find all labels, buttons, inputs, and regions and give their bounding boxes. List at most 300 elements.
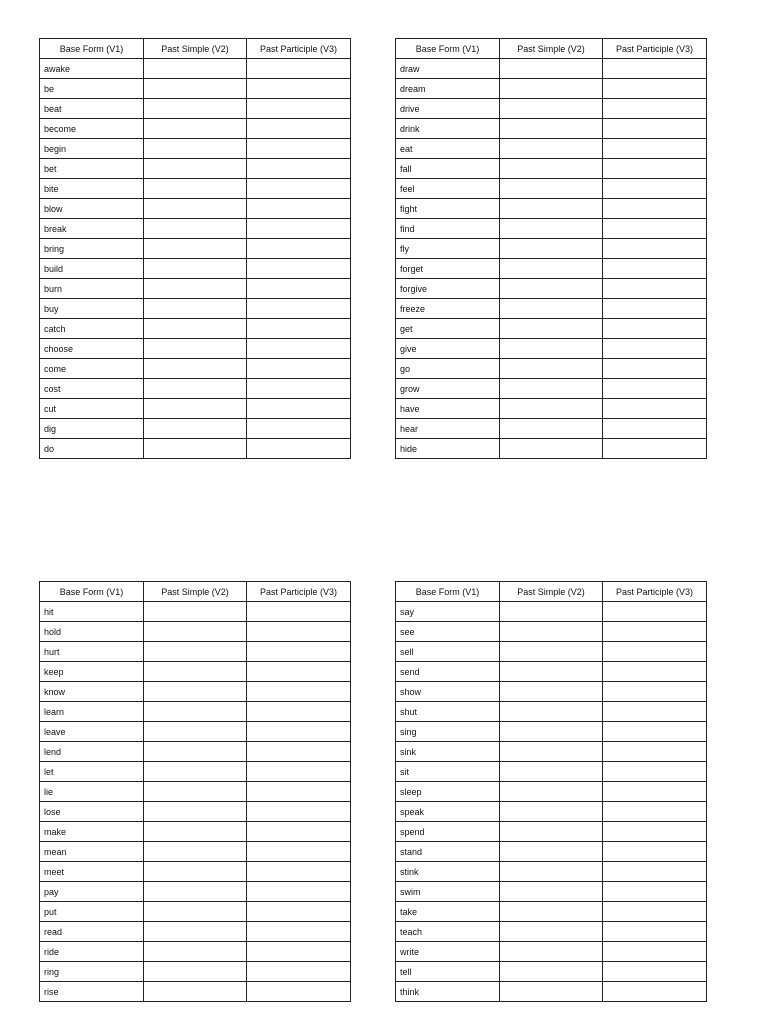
table-row: [396, 379, 707, 399]
past-participle-cell: [247, 239, 351, 259]
base-form-cell: feel: [396, 179, 500, 199]
past-simple-cell: [144, 79, 247, 99]
past-participle-cell: [247, 399, 351, 419]
table-row: [396, 259, 707, 279]
base-form-cell: sit: [396, 762, 500, 782]
past-simple-cell: [144, 862, 247, 882]
base-form-cell: eat: [396, 139, 500, 159]
past-participle-cell: [603, 279, 707, 299]
past-participle-cell: [603, 379, 707, 399]
table-row: [40, 319, 351, 339]
past-simple-cell: [500, 379, 603, 399]
past-participle-cell: [603, 742, 707, 762]
past-simple-cell: [144, 419, 247, 439]
base-form-cell: speak: [396, 802, 500, 822]
base-form-cell: know: [40, 682, 144, 702]
table-row: [40, 79, 351, 99]
base-form-cell: sing: [396, 722, 500, 742]
table-row: [396, 602, 707, 622]
table-row: [396, 439, 707, 459]
base-form-cell: read: [40, 922, 144, 942]
past-simple-cell: [144, 602, 247, 622]
past-participle-cell: [603, 199, 707, 219]
base-form-cell: go: [396, 359, 500, 379]
past-participle-cell: [603, 399, 707, 419]
base-form-cell: say: [396, 602, 500, 622]
base-form-cell: dream: [396, 79, 500, 99]
past-participle-cell: [247, 962, 351, 982]
table-row: [40, 602, 351, 622]
table-row: [396, 922, 707, 942]
past-simple-cell: [500, 339, 603, 359]
past-simple-cell: [500, 742, 603, 762]
base-form-cell: do: [40, 439, 144, 459]
table-row: [396, 622, 707, 642]
table-header-row: [396, 582, 707, 602]
past-participle-cell: [603, 922, 707, 942]
base-form-cell: grow: [396, 379, 500, 399]
past-simple-cell: [500, 319, 603, 339]
table-row: [40, 882, 351, 902]
past-simple-cell: [144, 319, 247, 339]
base-form-cell: let: [40, 762, 144, 782]
table-row: [40, 239, 351, 259]
past-participle-cell: [247, 682, 351, 702]
table-row: [396, 59, 707, 79]
table-row: [40, 682, 351, 702]
table-row: [40, 399, 351, 419]
table-row: [396, 339, 707, 359]
past-participle-cell: [247, 199, 351, 219]
base-form-cell: hold: [40, 622, 144, 642]
past-simple-cell: [144, 682, 247, 702]
base-form-cell: rise: [40, 982, 144, 1002]
past-simple-cell: [500, 882, 603, 902]
past-simple-cell: [500, 99, 603, 119]
past-participle-cell: [247, 119, 351, 139]
past-simple-cell: [500, 602, 603, 622]
table-row: [396, 822, 707, 842]
base-form-cell: cut: [40, 399, 144, 419]
base-form-cell: build: [40, 259, 144, 279]
past-simple-cell: [500, 79, 603, 99]
table-row: [396, 79, 707, 99]
past-participle-cell: [247, 602, 351, 622]
past-simple-cell: [500, 662, 603, 682]
base-form-cell: dig: [40, 419, 144, 439]
base-form-cell: get: [396, 319, 500, 339]
base-form-cell: hide: [396, 439, 500, 459]
base-form-cell: choose: [40, 339, 144, 359]
base-form-cell: sleep: [396, 782, 500, 802]
past-simple-cell: [144, 622, 247, 642]
past-participle-cell: [603, 299, 707, 319]
past-participle-cell: [247, 942, 351, 962]
past-simple-cell: [500, 822, 603, 842]
table-row: [396, 842, 707, 862]
table-row: [40, 419, 351, 439]
base-form-cell: beat: [40, 99, 144, 119]
past-simple-cell: [500, 782, 603, 802]
base-form-cell: lose: [40, 802, 144, 822]
table-row: [40, 299, 351, 319]
past-simple-cell: [144, 782, 247, 802]
base-form-cell: write: [396, 942, 500, 962]
past-participle-cell: [247, 902, 351, 922]
table-row: [396, 159, 707, 179]
past-simple-cell: [144, 399, 247, 419]
past-participle-cell: [247, 842, 351, 862]
past-simple-cell: [500, 842, 603, 862]
table-row: [396, 742, 707, 762]
past-participle-cell: [603, 239, 707, 259]
past-participle-cell: [247, 179, 351, 199]
past-simple-cell: [144, 379, 247, 399]
past-participle-cell: [603, 962, 707, 982]
base-form-cell: draw: [396, 59, 500, 79]
base-form-cell: hurt: [40, 642, 144, 662]
table-row: [396, 419, 707, 439]
past-participle-cell: [247, 722, 351, 742]
base-form-cell: stink: [396, 862, 500, 882]
past-simple-cell: [500, 299, 603, 319]
header-past-simple: Past Simple (V2): [500, 582, 603, 602]
base-form-cell: keep: [40, 662, 144, 682]
base-form-cell: hit: [40, 602, 144, 622]
past-simple-cell: [500, 359, 603, 379]
past-participle-cell: [247, 762, 351, 782]
table-row: [40, 219, 351, 239]
table-row: [40, 902, 351, 922]
table-row: [396, 802, 707, 822]
verb-table-4: [395, 581, 707, 1002]
past-participle-cell: [603, 862, 707, 882]
table-row: [396, 199, 707, 219]
past-participle-cell: [603, 602, 707, 622]
table-row: [396, 642, 707, 662]
past-participle-cell: [603, 882, 707, 902]
past-participle-cell: [247, 642, 351, 662]
table-row: [396, 762, 707, 782]
header-past-participle: Past Participle (V3): [603, 582, 707, 602]
past-participle-cell: [603, 439, 707, 459]
past-participle-cell: [603, 682, 707, 702]
past-simple-cell: [500, 942, 603, 962]
table-row: [40, 842, 351, 862]
past-participle-cell: [603, 359, 707, 379]
past-participle-cell: [247, 299, 351, 319]
past-participle-cell: [603, 702, 707, 722]
table-row: [40, 722, 351, 742]
base-form-cell: leave: [40, 722, 144, 742]
base-form-cell: come: [40, 359, 144, 379]
header-past-simple: Past Simple (V2): [144, 582, 247, 602]
base-form-cell: fall: [396, 159, 500, 179]
past-participle-cell: [247, 359, 351, 379]
past-simple-cell: [500, 802, 603, 822]
base-form-cell: send: [396, 662, 500, 682]
past-simple-cell: [144, 702, 247, 722]
table-row: [396, 702, 707, 722]
past-simple-cell: [144, 279, 247, 299]
table-row: [40, 762, 351, 782]
past-simple-cell: [500, 119, 603, 139]
base-form-cell: swim: [396, 882, 500, 902]
base-form-cell: think: [396, 982, 500, 1002]
past-simple-cell: [500, 862, 603, 882]
past-participle-cell: [247, 139, 351, 159]
header-past-simple: Past Simple (V2): [500, 39, 603, 59]
past-participle-cell: [603, 179, 707, 199]
past-simple-cell: [144, 962, 247, 982]
past-simple-cell: [500, 259, 603, 279]
table-row: [40, 642, 351, 662]
table-row: [40, 59, 351, 79]
table-row: [396, 982, 707, 1002]
table-row: [396, 399, 707, 419]
past-participle-cell: [603, 942, 707, 962]
base-form-cell: mean: [40, 842, 144, 862]
base-form-cell: meet: [40, 862, 144, 882]
table-row: [40, 179, 351, 199]
past-participle-cell: [603, 642, 707, 662]
base-form-cell: sink: [396, 742, 500, 762]
base-form-cell: stand: [396, 842, 500, 862]
table-row: [40, 279, 351, 299]
past-participle-cell: [247, 802, 351, 822]
table-row: [40, 782, 351, 802]
past-participle-cell: [247, 822, 351, 842]
base-form-cell: show: [396, 682, 500, 702]
past-participle-cell: [603, 119, 707, 139]
past-simple-cell: [144, 842, 247, 862]
base-form-cell: break: [40, 219, 144, 239]
verb-table-2: [395, 38, 707, 459]
past-simple-cell: [500, 922, 603, 942]
past-simple-cell: [144, 59, 247, 79]
past-simple-cell: [500, 199, 603, 219]
past-participle-cell: [247, 702, 351, 722]
table-row: [40, 862, 351, 882]
past-simple-cell: [144, 822, 247, 842]
table-row: [396, 139, 707, 159]
table-row: [40, 742, 351, 762]
past-participle-cell: [247, 862, 351, 882]
past-simple-cell: [144, 339, 247, 359]
table-header-row: [40, 39, 351, 59]
table-row: [396, 359, 707, 379]
base-form-cell: give: [396, 339, 500, 359]
past-participle-cell: [603, 139, 707, 159]
base-form-cell: drink: [396, 119, 500, 139]
past-simple-cell: [144, 942, 247, 962]
past-simple-cell: [500, 642, 603, 662]
past-participle-cell: [603, 782, 707, 802]
past-participle-cell: [247, 982, 351, 1002]
past-participle-cell: [603, 842, 707, 862]
table-header-row: [396, 39, 707, 59]
past-simple-cell: [144, 299, 247, 319]
past-participle-cell: [247, 319, 351, 339]
table-row: [396, 782, 707, 802]
base-form-cell: catch: [40, 319, 144, 339]
base-form-cell: tell: [396, 962, 500, 982]
header-base-form: Base Form (V1): [40, 582, 144, 602]
table-row: [40, 259, 351, 279]
past-participle-cell: [603, 219, 707, 239]
past-simple-cell: [144, 762, 247, 782]
base-form-cell: fight: [396, 199, 500, 219]
past-simple-cell: [500, 622, 603, 642]
table-row: [396, 962, 707, 982]
past-participle-cell: [603, 159, 707, 179]
past-simple-cell: [144, 119, 247, 139]
base-form-cell: forgive: [396, 279, 500, 299]
table-row: [396, 682, 707, 702]
table-row: [40, 922, 351, 942]
past-participle-cell: [247, 419, 351, 439]
base-form-cell: bite: [40, 179, 144, 199]
table-row: [40, 822, 351, 842]
past-simple-cell: [500, 239, 603, 259]
past-simple-cell: [144, 742, 247, 762]
table-row: [40, 99, 351, 119]
past-participle-cell: [603, 339, 707, 359]
base-form-cell: bring: [40, 239, 144, 259]
table-row: [396, 722, 707, 742]
past-participle-cell: [247, 622, 351, 642]
past-simple-cell: [500, 982, 603, 1002]
past-participle-cell: [603, 622, 707, 642]
past-participle-cell: [603, 319, 707, 339]
past-simple-cell: [144, 199, 247, 219]
past-simple-cell: [144, 662, 247, 682]
past-participle-cell: [247, 59, 351, 79]
table-row: [396, 219, 707, 239]
base-form-cell: bet: [40, 159, 144, 179]
base-form-cell: lend: [40, 742, 144, 762]
past-participle-cell: [247, 742, 351, 762]
header-base-form: Base Form (V1): [396, 39, 500, 59]
header-past-simple: Past Simple (V2): [144, 39, 247, 59]
table-row: [396, 179, 707, 199]
base-form-cell: fly: [396, 239, 500, 259]
past-participle-cell: [603, 982, 707, 1002]
base-form-cell: cost: [40, 379, 144, 399]
base-form-cell: put: [40, 902, 144, 922]
table-row: [396, 662, 707, 682]
past-participle-cell: [247, 782, 351, 802]
table-row: [40, 702, 351, 722]
table-row: [40, 379, 351, 399]
past-simple-cell: [500, 159, 603, 179]
past-participle-cell: [247, 99, 351, 119]
table-row: [396, 279, 707, 299]
past-simple-cell: [500, 902, 603, 922]
past-simple-cell: [500, 962, 603, 982]
header-past-participle: Past Participle (V3): [247, 582, 351, 602]
past-simple-cell: [500, 702, 603, 722]
table-row: [40, 359, 351, 379]
past-participle-cell: [603, 762, 707, 782]
past-participle-cell: [603, 419, 707, 439]
table-row: [40, 962, 351, 982]
past-simple-cell: [500, 139, 603, 159]
past-simple-cell: [144, 219, 247, 239]
past-participle-cell: [247, 439, 351, 459]
past-simple-cell: [144, 179, 247, 199]
base-form-cell: learn: [40, 702, 144, 722]
header-base-form: Base Form (V1): [396, 582, 500, 602]
table-row: [40, 662, 351, 682]
past-participle-cell: [603, 802, 707, 822]
base-form-cell: be: [40, 79, 144, 99]
verb-table-3: [39, 581, 351, 1002]
base-form-cell: forget: [396, 259, 500, 279]
past-simple-cell: [500, 279, 603, 299]
past-participle-cell: [247, 339, 351, 359]
past-simple-cell: [500, 219, 603, 239]
past-simple-cell: [144, 159, 247, 179]
past-simple-cell: [144, 922, 247, 942]
past-participle-cell: [603, 79, 707, 99]
table-row: [40, 159, 351, 179]
base-form-cell: take: [396, 902, 500, 922]
past-simple-cell: [144, 139, 247, 159]
past-simple-cell: [144, 239, 247, 259]
table-row: [396, 239, 707, 259]
past-simple-cell: [144, 802, 247, 822]
table-row: [40, 942, 351, 962]
past-participle-cell: [603, 902, 707, 922]
verb-table-1: [39, 38, 351, 459]
table-row: [40, 339, 351, 359]
base-form-cell: buy: [40, 299, 144, 319]
base-form-cell: ring: [40, 962, 144, 982]
past-simple-cell: [144, 99, 247, 119]
base-form-cell: blow: [40, 199, 144, 219]
table-row: [396, 902, 707, 922]
past-simple-cell: [144, 359, 247, 379]
past-participle-cell: [247, 219, 351, 239]
past-simple-cell: [500, 682, 603, 702]
base-form-cell: have: [396, 399, 500, 419]
past-participle-cell: [247, 379, 351, 399]
past-simple-cell: [144, 259, 247, 279]
past-participle-cell: [603, 99, 707, 119]
table-row: [396, 319, 707, 339]
table-row: [396, 862, 707, 882]
table-row: [40, 982, 351, 1002]
past-simple-cell: [144, 642, 247, 662]
base-form-cell: ride: [40, 942, 144, 962]
table-row: [396, 882, 707, 902]
header-past-participle: Past Participle (V3): [603, 39, 707, 59]
base-form-cell: become: [40, 119, 144, 139]
past-simple-cell: [500, 419, 603, 439]
past-participle-cell: [247, 79, 351, 99]
past-simple-cell: [144, 982, 247, 1002]
base-form-cell: make: [40, 822, 144, 842]
past-simple-cell: [144, 722, 247, 742]
table-row: [40, 802, 351, 822]
past-participle-cell: [603, 59, 707, 79]
past-simple-cell: [500, 179, 603, 199]
base-form-cell: pay: [40, 882, 144, 902]
past-participle-cell: [603, 722, 707, 742]
base-form-cell: find: [396, 219, 500, 239]
past-simple-cell: [144, 882, 247, 902]
